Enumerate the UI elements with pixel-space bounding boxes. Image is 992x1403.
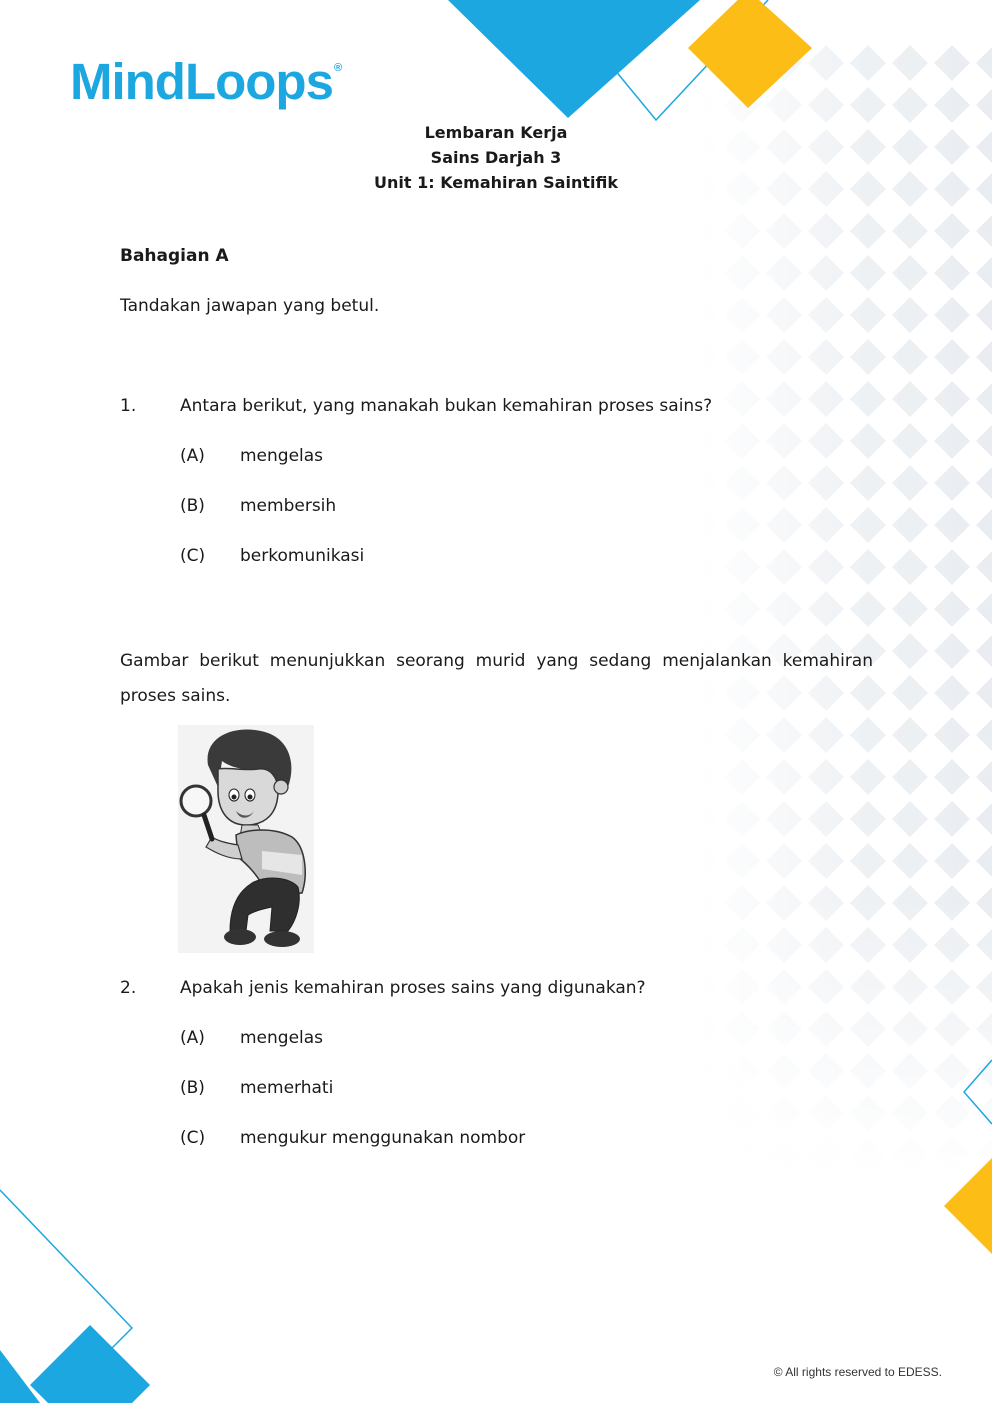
q2-option-b-text[interactable]: memerhati: [240, 1078, 334, 1098]
q2-option-a-text[interactable]: mengelas: [240, 1028, 324, 1048]
q1-option-a-letter[interactable]: (A): [180, 446, 205, 466]
picture-description: Gambar berikut menunjukkan seorang murid yang sedang menjalankan kemahiran proses sains.: [120, 651, 873, 706]
question-1-number: 1.: [120, 396, 137, 416]
boy-with-magnifier-illustration: [178, 725, 314, 953]
q2-option-c-letter[interactable]: (C): [180, 1128, 206, 1148]
registered-mark: ®: [333, 62, 342, 74]
question-2-number: 2.: [120, 978, 137, 998]
logo-text: MindLoops: [70, 53, 333, 110]
mindloops-logo: [70, 50, 341, 114]
header-line-2: Sains Darjah 3: [430, 148, 562, 167]
question-2-text: Apakah jenis kemahiran proses sains yang digunakan?: [180, 978, 646, 998]
q1-option-c-letter[interactable]: (C): [180, 546, 206, 566]
copyright-footer: © All rights reserved to EDESS.: [773, 1365, 942, 1379]
header-line-1: Lembaran Kerja: [424, 123, 568, 142]
instruction-text: Tandakan jawapan yang betul.: [120, 296, 380, 316]
q1-option-b-letter[interactable]: (B): [180, 496, 205, 516]
q1-option-b-text[interactable]: membersih: [240, 496, 337, 516]
question-1-text: Antara berikut, yang manakah bukan kemahiran proses sains?: [180, 396, 713, 416]
q2-option-a-letter[interactable]: (A): [180, 1028, 205, 1048]
q1-option-c-text[interactable]: berkomunikasi: [240, 546, 365, 566]
worksheet-header: [0, 120, 992, 195]
header-line-3: Unit 1: Kemahiran Saintifik: [374, 173, 618, 192]
q2-option-c-text[interactable]: mengukur menggunakan nombor: [240, 1128, 526, 1148]
q1-option-a-text[interactable]: mengelas: [240, 446, 324, 466]
q2-option-b-letter[interactable]: (B): [180, 1078, 205, 1098]
section-title: Bahagian A: [120, 246, 229, 266]
